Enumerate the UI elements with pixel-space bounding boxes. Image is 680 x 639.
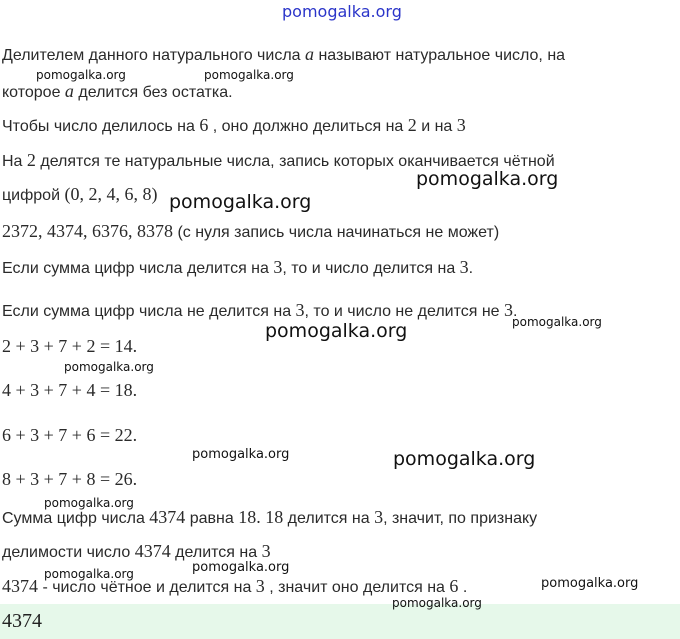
watermark: pomogalka.org xyxy=(393,448,536,470)
definition-line-1 xyxy=(2,44,565,66)
math-num: 3 xyxy=(295,300,305,320)
text: На xyxy=(2,153,27,170)
math-num: 3 xyxy=(456,115,466,135)
digit-sum-2372: 2 + 3 + 7 + 2 = 14. xyxy=(2,336,138,356)
text: . xyxy=(458,579,468,596)
text: Если сумма цифр числа делится на xyxy=(2,260,274,277)
definition-line-2 xyxy=(2,81,233,103)
watermark: pomogalka.org xyxy=(392,596,482,610)
watermark: pomogalka.org xyxy=(44,567,134,581)
rule-divisible-by-6 xyxy=(2,115,466,137)
answer-value: 4374 xyxy=(2,610,42,632)
math-num: 3 xyxy=(261,541,271,561)
watermark: pomogalka.org xyxy=(265,320,408,342)
text: делимости число xyxy=(2,544,135,561)
text: и на xyxy=(416,118,457,135)
text: , значит, по признаку xyxy=(383,510,538,527)
text: - число чётное и делится на xyxy=(38,579,256,596)
rule-divisible-by-3 xyxy=(2,257,473,279)
math-num: 4374 xyxy=(2,576,38,596)
rule-not-divisible-by-3 xyxy=(2,300,517,322)
text: , значит оно делится на xyxy=(264,579,450,596)
rule-divisible-by-2-line-2 xyxy=(2,184,157,206)
watermark: pomogalka.org xyxy=(541,576,639,591)
text: цифрой xyxy=(2,187,65,204)
watermark: pomogalka.org xyxy=(64,360,154,374)
watermark: pomogalka.org xyxy=(36,68,126,82)
math-num: 3 xyxy=(255,576,265,596)
text: делится на xyxy=(170,544,262,561)
math-num: 18. 18 xyxy=(238,507,284,527)
site-link[interactable]: pomogalka.org xyxy=(282,2,402,21)
text: (с нуля запись числа начинаться не может) xyxy=(173,224,500,241)
math-num: 2 xyxy=(26,150,36,170)
digit-sum-6376: 6 + 3 + 7 + 6 = 22. xyxy=(2,425,138,445)
math-num: 4374 xyxy=(149,507,186,527)
math-num: 2 xyxy=(407,115,417,135)
watermark: pomogalka.org xyxy=(204,68,294,82)
text: . xyxy=(468,260,474,277)
watermark: pomogalka.org xyxy=(512,315,602,329)
math-num: 6 xyxy=(199,115,209,135)
text: Сумма цифр числа xyxy=(2,510,150,527)
text: равна xyxy=(185,510,239,527)
math-num: 4374 xyxy=(134,541,171,561)
text: Если сумма цифр числа не делится на xyxy=(2,303,296,320)
conclusion-line-1 xyxy=(2,507,537,529)
text: , то и число делится на xyxy=(282,260,460,277)
watermark: pomogalka.org xyxy=(192,560,290,575)
math-num: 3 xyxy=(504,300,514,320)
digit-sum-8378: 8 + 3 + 7 + 8 = 26. xyxy=(2,469,138,489)
text: , оно должно делиться на xyxy=(208,118,408,135)
math-num: 3 xyxy=(273,257,283,277)
answer-box xyxy=(0,604,680,639)
text: делятся те натуральные числа, запись которых оканчивается чётной xyxy=(35,153,555,170)
math-num: 3 xyxy=(374,507,384,527)
candidate-numbers xyxy=(2,221,499,243)
math-num: 3 xyxy=(459,257,469,277)
math-numbers: 2372, 4374, 6376, 8378 xyxy=(2,221,173,241)
watermark: pomogalka.org xyxy=(169,191,312,213)
watermark: pomogalka.org xyxy=(192,447,290,462)
watermark: pomogalka.org xyxy=(416,168,559,190)
text: Делителем данного натурального числа xyxy=(2,47,305,64)
watermark: pomogalka.org xyxy=(44,496,134,510)
text: называют натуральное число, на xyxy=(314,47,566,64)
text: которое xyxy=(2,84,65,101)
text: , то и число не делится не xyxy=(304,303,505,320)
math-var: a xyxy=(64,81,74,101)
math-digits: (0, 2, 4, 6, 8) xyxy=(64,184,158,204)
text: делится на xyxy=(283,510,375,527)
text: делится без остатка. xyxy=(73,84,233,101)
digit-sum-4374: 4 + 3 + 7 + 4 = 18. xyxy=(2,380,138,400)
math-var: a xyxy=(305,44,314,64)
text: . xyxy=(513,303,518,320)
math-num: 6 xyxy=(449,576,459,596)
text: Чтобы число делилось на xyxy=(2,118,200,135)
